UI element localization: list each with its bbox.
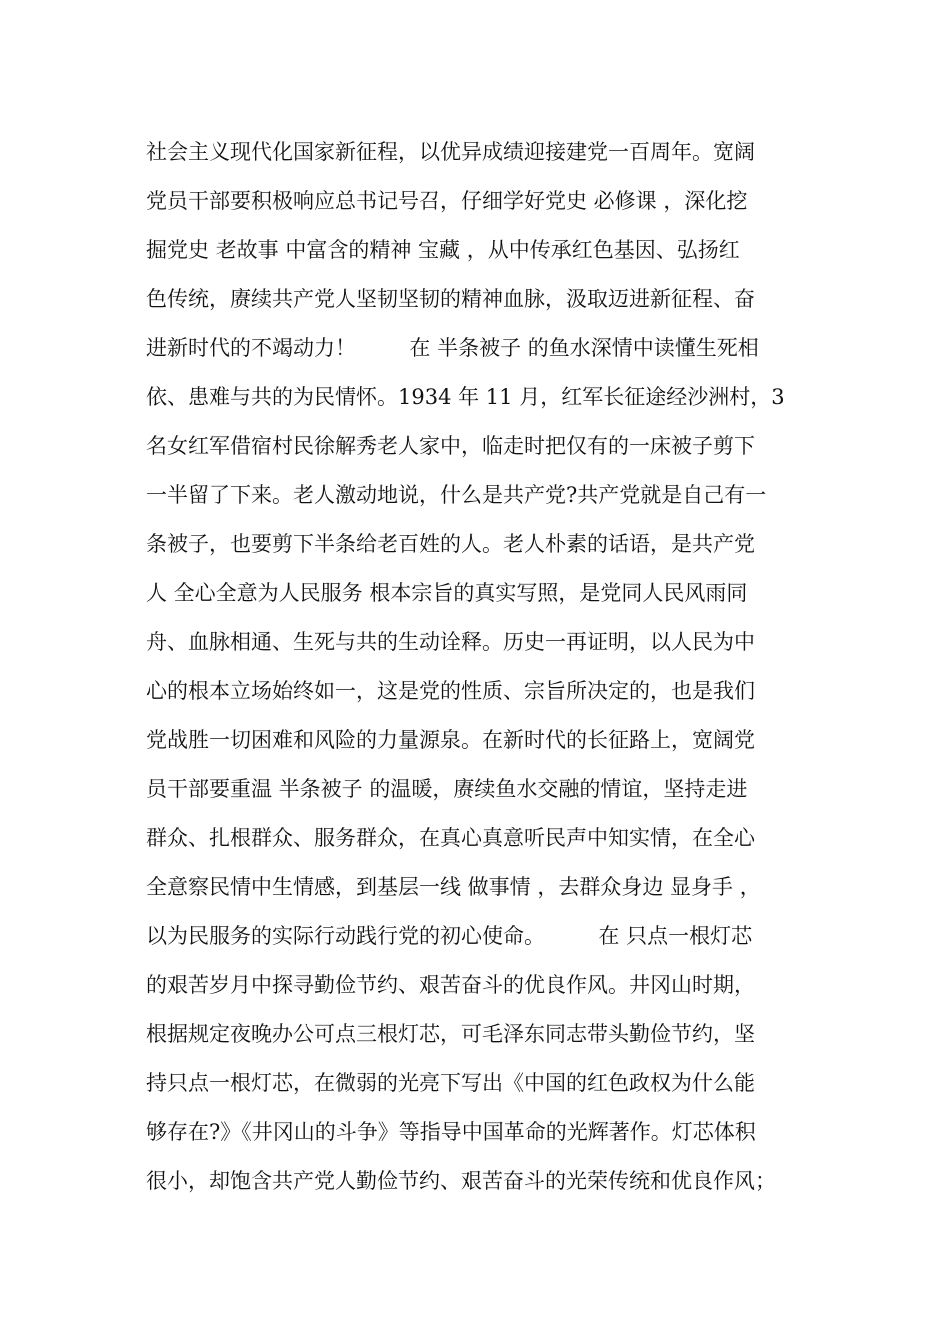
text-line: 心的根本立场始终如一，这是党的性质、宗旨所决定的，也是我们 (146, 679, 755, 703)
text-line: 很小，却饱含共产党人勤俭节约、艰苦奋斗的光荣传统和优良作风； (146, 1169, 776, 1193)
text-line: 社会主义现代化国家新征程，以优异成绩迎接建党一百周年。宽阔 (146, 140, 755, 164)
text-line: 持只点一根灯芯，在微弱的光亮下写出《中国的红色政权为什么能 (146, 1071, 755, 1095)
text-line: 依、患难与共的为民情怀。1934 年 11 月，红军长征途经沙洲村，3 (146, 385, 785, 409)
text-line: 条被子，也要剪下半条给老百姓的人。老人朴素的话语，是共产党 (146, 532, 755, 556)
text-line: 群众、扎根群众、服务群众，在真心真意听民声中知实情，在全心 (146, 826, 755, 850)
text-line: 色传统，赓续共产党人坚韧坚韧的精神血脉，汲取迈进新征程、奋 (146, 287, 755, 311)
text-line: 党战胜一切困难和风险的力量源泉。在新时代的长征路上，宽阔党 (146, 728, 755, 752)
text-line: 够存在?》《井冈山的斗争》等指导中国革命的光辉著作。灯芯体积 (146, 1120, 756, 1144)
text-line: 舟、血脉相通、生死与共的生动诠释。历史一再证明，以人民为中 (146, 630, 755, 654)
body-text (146, 128, 836, 1206)
text-line: 一半留了下来。老人激动地说，什么是共产党?共产党就是自己有一 (146, 483, 767, 507)
text-line: 全意察民情中生情感，到基层一线 做事情 ，去群众身边 显身手 ， (146, 875, 761, 899)
text-line: 的艰苦岁月中探寻勤俭节约、艰苦奋斗的优良作风。井冈山时期， (146, 973, 755, 997)
text-line: 根据规定夜晚办公可点三根灯芯，可毛泽东同志带头勤俭节约，坚 (146, 1022, 755, 1046)
text-line: 掘党史 老故事 中富含的精神 宝藏 ，从中传承红色基因、弘扬红 (146, 238, 740, 262)
text-line: 进新时代的不竭动力！ 在 半条被子 的鱼水深情中读懂生死相 (146, 336, 759, 360)
text-line: 人 全心全意为人民服务 根本宗旨的真实写照，是党同人民风雨同 (146, 581, 748, 605)
text-line: 以为民服务的实际行动践行党的初心使命。 在 只点一根灯芯 (146, 924, 753, 948)
text-line: 党员干部要积极响应总书记号召，仔细学好党史 必修课 ，深化挖 (146, 189, 748, 213)
text-line: 名女红军借宿村民徐解秀老人家中，临走时把仅有的一床被子剪下 (146, 434, 755, 458)
text-line: 员干部要重温 半条被子 的温暖，赓续鱼水交融的情谊，坚持走进 (146, 777, 748, 801)
